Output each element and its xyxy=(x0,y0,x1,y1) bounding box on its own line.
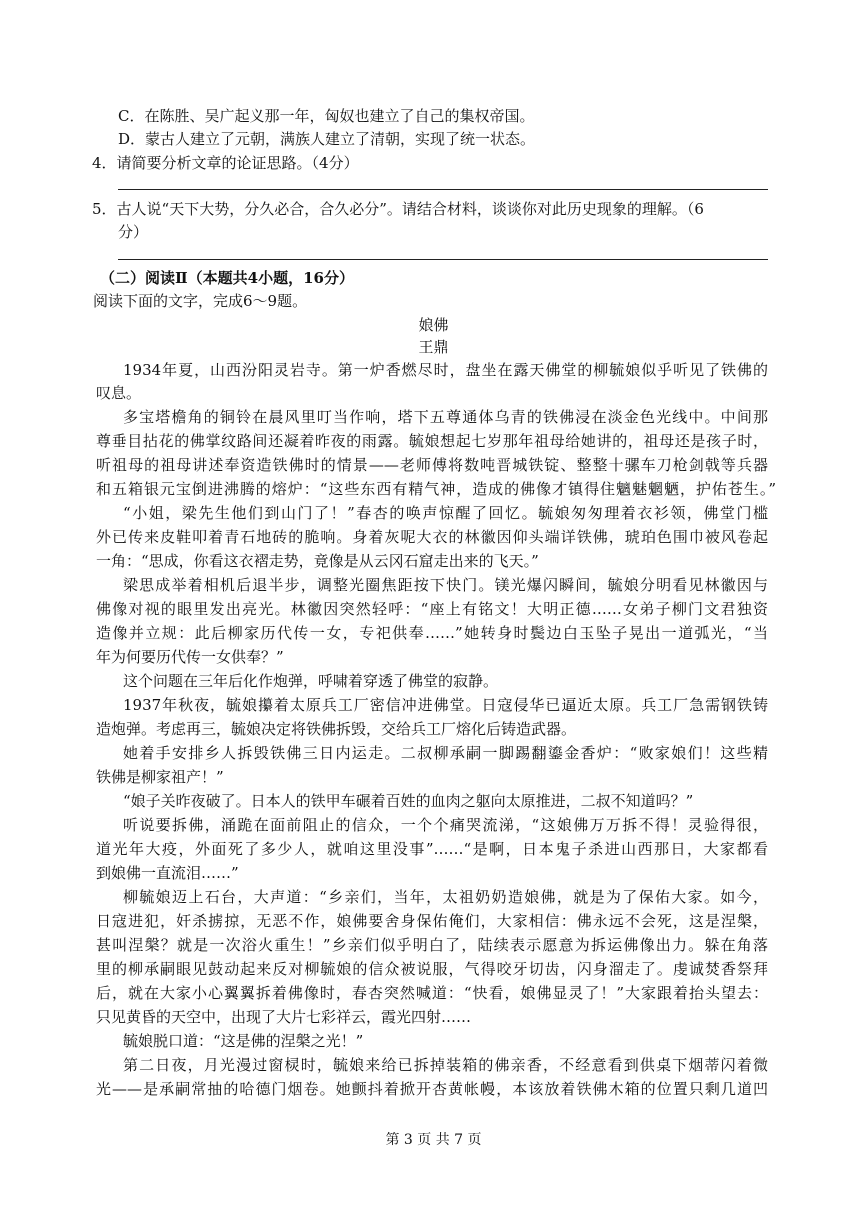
question-5-line1: 5．古人说“天下大势，分久必合，合久必分”。请结合材料，谈谈你对此历史现象的理解。（6 xyxy=(92,200,704,218)
story-line: 到娘佛一直流泪……” xyxy=(96,864,239,882)
option-c: C．在陈胜、吴广起义那一年，匈奴也建立了自己的集权帝国。 xyxy=(118,107,535,125)
answer-line-q5 xyxy=(118,259,768,260)
story-line: 年为何要历代传一女供奉？” xyxy=(96,648,284,666)
story-line: 听说要拆佛，涌跪在面前阻止的信众，一个个痛哭流涕，“这娘佛万万拆不得！灵验得很， xyxy=(123,816,768,834)
story-line: 梁思成举着相机后退半步，调整光圈焦距按下快门。镁光爆闪瞬间，毓娘分明看见林徽因与 xyxy=(123,576,768,594)
option-d: D．蒙古人建立了元朝，满族人建立了清朝，实现了统一状态。 xyxy=(118,130,536,148)
story-line: 甚叫涅槃？就是一次浴火重生！”乡亲们似乎明白了，陆续表示愿意为拆运佛像出力。躲在角落 xyxy=(96,936,768,954)
story-author: 王鼎 xyxy=(418,338,449,356)
story-line: 铁佛是柳家祖产！” xyxy=(96,768,224,786)
story-line: 佛像对视的眼里发出亮光。林徽因突然轻呼：“座上有铭文！大明正德……女弟子柳门文君独资 xyxy=(96,600,768,618)
story-line: 外已传来皮鞋叩着青石地砖的脆响。身着灰呢大衣的林徽因仰头端详铁佛，琥珀色围巾被风卷起 xyxy=(96,528,768,546)
story-line: 日寇进犯，奸杀掳掠，无恶不作，娘佛要舍身保佑俺们，大家相信：佛永远不会死，这是涅槃， xyxy=(96,912,768,930)
story-line: 只见黄昏的天空中，出现了大片七彩祥云，霞光四射…… xyxy=(96,1008,472,1026)
story-line: 一角：“思成，你看这衣褶走势，竟像是从云冈石窟走出来的飞天。” xyxy=(96,552,539,570)
story-line: 毓娘脱口道：“这是佛的涅槃之光！” xyxy=(123,1032,364,1050)
page-footer: 第 3 页 共 7 页 xyxy=(385,1132,482,1148)
story-line: 这个问题在三年后化作炮弹，呼啸着穿透了佛堂的寂静。 xyxy=(123,672,499,690)
story-line: 1934年夏，山西汾阳灵岩寺。第一炉香燃尽时，盘坐在露天佛堂的柳毓娘似乎听见了铁佛的 xyxy=(123,361,768,379)
story-line: 造像并立规：此后柳家历代传一女，专祀供奉……”她转身时鬓边白玉坠子晃出一道弧光，“当 xyxy=(96,624,768,642)
question-4: 4．请简要分析文章的论证思路。（4分） xyxy=(92,154,359,172)
story-line: 柳毓娘迈上石台，大声道：“乡亲们，当年，太祖奶奶造娘佛，就是为了保佑大家。如今， xyxy=(123,888,768,906)
story-line: 多宝塔檐角的铜铃在晨风里叮当作响，塔下五尊通体乌青的铁佛浸在淡金色光线中。中间那 xyxy=(123,408,768,426)
section-instruction: 阅读下面的文字，完成6～9题。 xyxy=(93,292,308,310)
story-title: 娘佛 xyxy=(418,316,449,334)
story-line: 尊垂目拈花的佛掌纹路间还凝着昨夜的雨露。毓娘想起七岁那年祖母给她讲的，祖母还是孩子时， xyxy=(96,432,768,450)
story-line: 造炮弹。考虑再三，毓娘决定将铁佛拆毁，交给兵工厂熔化后铸造武器。 xyxy=(96,720,577,738)
story-line: 第二日夜，月光漫过窗棂时，毓娘来给已拆掉装箱的佛亲香，不经意看到供桌下烟蒂闪着微 xyxy=(123,1056,768,1074)
story-line: 听祖母的祖母讲述奉资造铁佛时的情景——老师傅将数吨晋城铁锭、整整十骡车刀枪剑戟等兵器 xyxy=(96,456,768,474)
question-5-line2: 分） xyxy=(118,223,149,241)
story-line: “娘子关昨夜破了。日本人的铁甲车碾着百姓的血肉之躯向太原推进，二叔不知道吗？” xyxy=(123,792,694,810)
answer-line-q4 xyxy=(118,189,768,190)
section-heading: （二）阅读Ⅱ（本题共4小题，16分） xyxy=(100,269,354,287)
story-line: 后，就在大家小心翼翼拆着佛像时，春杏突然喊道：“快看，娘佛显灵了！”大家跟着抬头望去： xyxy=(96,984,768,1002)
story-line: 她着手安排乡人拆毁铁佛三日内运走。二叔柳承嗣一脚踢翻鎏金香炉：“败家娘们！这些精 xyxy=(123,744,768,762)
story-line: 1937年秋夜，毓娘攥着太原兵工厂密信冲进佛堂。日寇侵华已逼近太原。兵工厂急需钢铁铸 xyxy=(123,696,768,714)
story-line: 和五箱银元宝倒进沸腾的熔炉：“这些东西有精气神，造成的佛像才镇得住魑魅魍魉，护佑苍生。” xyxy=(96,480,776,498)
story-line: 里的柳承嗣眼见鼓动起来反对柳毓娘的信众被说服，气得咬牙切齿，闪身溜走了。虔诚焚香祭拜 xyxy=(96,960,768,978)
story-line: “小姐，梁先生他们到山门了！”春杏的唤声惊醒了回忆。毓娘匆匆理着衣衫领，佛堂门槛 xyxy=(123,504,768,522)
story-line: 道光年大疫，外面死了多少人，就咱这里没事”……“是啊，日本鬼子杀进山西那日，大家都看 xyxy=(96,840,768,858)
story-line: 光——是承嗣常抽的哈德门烟卷。她颤抖着掀开杏黄帐幔，本该放着铁佛木箱的位置只剩几道凹 xyxy=(96,1080,768,1098)
story-line: 叹息。 xyxy=(96,384,142,402)
